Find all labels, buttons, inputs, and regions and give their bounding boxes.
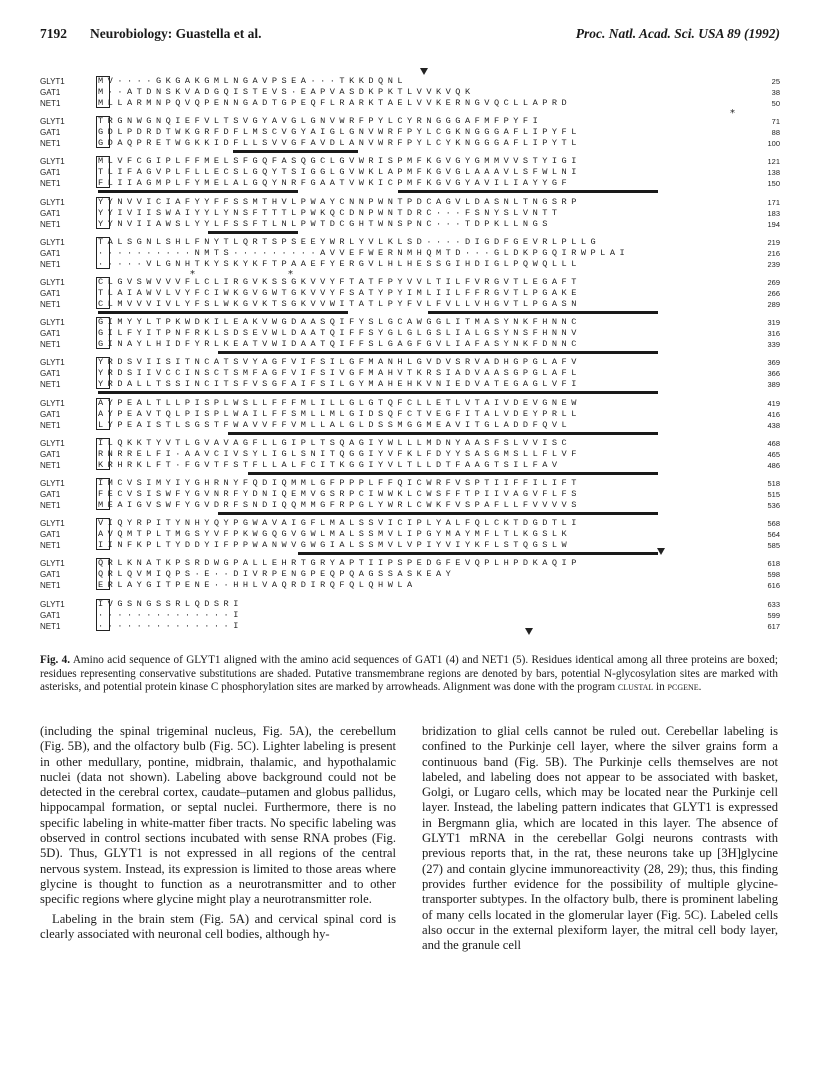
journal-citation: Proc. Natl. Acad. Sci. USA 89 (1992) — [575, 26, 780, 41]
protein-name: NET1 — [40, 380, 61, 390]
page-header — [40, 26, 780, 44]
alignment-row — [40, 500, 780, 511]
sequence-residues: LYPEAISTLSGSTFWAVVFFVMLLALGLDSSMGGMEAVITGLADDFQVL — [98, 419, 572, 430]
sequence-residues: ··········NMTS·········AVVEFWERNMHQMTD···GLDKPGQIRWPLAI — [98, 247, 630, 258]
alignment-row — [40, 299, 780, 310]
protein-name: GAT1 — [40, 168, 61, 178]
alignment-block — [40, 438, 780, 478]
residue-position: 518 — [767, 479, 780, 488]
identity-box — [96, 398, 110, 430]
protein-name: GLYT1 — [40, 519, 65, 529]
transmembrane-bar — [248, 472, 658, 475]
caption-package-name: pcgene — [667, 681, 699, 694]
transmembrane-bar — [98, 391, 658, 394]
alignment-row — [40, 489, 780, 500]
sequence-residues: AYPEAVTQLPISPLWAILFFSMLLMLGIDSQFCTVEGFITALVDEYPRLL — [98, 408, 581, 419]
alignment-row — [40, 339, 780, 350]
residue-position: 316 — [767, 329, 780, 339]
protein-name: NET1 — [40, 501, 61, 510]
identity-box — [96, 156, 110, 188]
sequence-residues: TALSGNLSHLFNYTLQRTSPSEEYWRLYVLKLSD····DIGDFGEVRLPLLG — [98, 236, 601, 247]
alignment-row — [40, 438, 780, 449]
identity-box — [96, 558, 110, 590]
sequence-residues: GINAYLHIDFYRLKEATVWIDAATQIFFSLGAGFGVLIAFASYNKFDNNC — [98, 339, 581, 350]
protein-name: GAT1 — [40, 208, 61, 218]
sequence-residues: TLIFAGVPLFLLECSLGQYTSIGGLGVWKLAPMFKGVGLAAAVLSFWLNI — [98, 167, 581, 178]
running-title: Neurobiology: Guastella et al. — [90, 26, 262, 41]
protein-name: GLYT1 — [40, 559, 65, 569]
sequence-residues: FECVSISWFYGVNRFYDNIQEMVGSRPCIWWKLCWSFFTPIIVAGVFLFS — [98, 489, 581, 499]
residue-position: 38 — [771, 88, 780, 97]
protein-name: GLYT1 — [40, 438, 65, 448]
caption-program-name: clustal — [617, 681, 654, 694]
protein-name: NET1 — [40, 300, 61, 309]
identity-box — [96, 277, 110, 309]
sequence-residues: ILQKKTYVTLGVAVAGFLLGIPLTSQAGIYWLLLMDNYAASFSLVVISC — [98, 437, 572, 448]
alignment-row — [40, 197, 780, 208]
protein-name: GLYT1 — [40, 157, 65, 167]
residue-position: 465 — [767, 449, 780, 459]
alignment-row — [40, 138, 780, 149]
sequence-residues: ··············I — [98, 620, 243, 631]
residue-position: 183 — [767, 208, 780, 218]
residue-position: 171 — [767, 197, 780, 207]
alignment-block — [40, 277, 780, 317]
residue-position: 25 — [771, 77, 780, 86]
pkc-site-arrowhead — [420, 68, 428, 75]
alignment-row — [40, 599, 780, 610]
sequence-residues: FLIIAGMPLFYMELALGQYNRFGAATVWKICPMFKGVGYAVILIAYYGF — [98, 178, 572, 189]
protein-name: NET1 — [40, 541, 61, 551]
alignment-row — [40, 398, 780, 409]
sequence-residues: MLVFCGIPLFFMELSFGQFASQGCLGVWRISPMFKGVGYGMMVVSTYIGI — [98, 156, 581, 167]
residue-position: 339 — [767, 340, 780, 350]
figure-caption — [40, 654, 778, 695]
sequence-residues: RNRRELFI·AAVCIVSYLIGLSNITQGGIYVFKLFDYYSASGMSLLFLVF — [98, 448, 581, 459]
transmembrane-bar — [298, 552, 658, 555]
sequence-alignment-figure — [40, 76, 780, 636]
residue-position: 599 — [767, 610, 780, 620]
sequence-residues: TLAIAWVLVYFCIWKGVGWTGKVVYFSATYPYIMLIILFFRGVTLPGAKE — [98, 288, 581, 298]
protein-name: NET1 — [40, 420, 61, 430]
protein-name: NET1 — [40, 219, 61, 229]
alignment-block — [40, 398, 780, 438]
transmembrane-bar — [218, 351, 658, 354]
body-column-left — [40, 724, 396, 946]
alignment-row — [40, 178, 780, 189]
residue-position: 389 — [767, 380, 780, 390]
identity-box — [96, 599, 110, 631]
alignment-block — [40, 357, 780, 397]
alignment-block — [40, 197, 780, 237]
alignment-block — [40, 317, 780, 357]
protein-name: GLYT1 — [40, 318, 65, 328]
transmembrane-bar — [228, 432, 658, 435]
sequence-residues: IMCVSIMYIYGHRNYFQDIQMMLGFPPPLFFQICWRFVSPTIIFFILIFT — [98, 478, 581, 488]
residue-position: 366 — [767, 369, 780, 379]
sequence-residues: YRDSIIVCCINSCTSMFAGFVIFSIVGFMAHVTKRSIADVAASGPGLAFL — [98, 368, 581, 379]
page-number: 7192 — [40, 26, 67, 41]
sequence-residues: ·····VLGNHTKYSKYKFTPAAEFYERGVLHLHESSGIHDIGLPQWQLLL — [98, 258, 581, 269]
protein-name: NET1 — [40, 259, 61, 269]
residue-position: 419 — [767, 398, 780, 408]
identity-box — [96, 438, 110, 470]
residue-position: 468 — [767, 438, 780, 448]
alignment-row — [40, 420, 780, 431]
sequence-residues: M··ATDNSKVADGQISTEVS·EAPVASDKPKTLVVKVQK — [98, 87, 475, 97]
protein-name: GAT1 — [40, 248, 61, 258]
identity-box — [96, 116, 110, 148]
alignment-row — [40, 449, 780, 460]
caption-in-word: in — [656, 681, 665, 694]
protein-name: GAT1 — [40, 329, 61, 339]
residue-position: 438 — [767, 420, 780, 430]
protein-name: GLYT1 — [40, 479, 65, 488]
sequence-residues: ··············I — [98, 609, 243, 620]
identity-box — [96, 478, 110, 510]
protein-name: GLYT1 — [40, 117, 65, 127]
residue-position: 618 — [767, 559, 780, 569]
residue-position: 319 — [767, 318, 780, 328]
identity-box — [96, 237, 110, 269]
caption-text: Amino acid sequence of GLYT1 aligned with the amino acid sequences of GAT1 (4) and NET1 (5). Residues identical among all three proteins are boxed; residues representing conservative substitutions are shaded. Putative transmembrane regions are denoted by bars, potential N-glycosylation sites are marked with asterisks, and potential protein kinase C phosphorylation sites are marked by arrowheads. Alignment was done with the program — [40, 654, 778, 694]
sequence-residues: QRLKNATKPSRDWGPALLEHRTGRYAPTIIPSPEDGFEVQPLHPDKAQIP — [98, 558, 581, 569]
residue-position: 416 — [767, 409, 780, 419]
alignment-row — [40, 167, 780, 178]
protein-name: NET1 — [40, 581, 61, 591]
protein-name: GAT1 — [40, 409, 61, 419]
glycosylation-asterisk: * — [730, 108, 735, 119]
residue-position: 239 — [767, 259, 780, 269]
protein-name: GAT1 — [40, 369, 61, 379]
alignment-row — [40, 621, 780, 632]
alignment-row — [40, 540, 780, 551]
alignment-row — [40, 76, 780, 87]
alignment-row — [40, 357, 780, 368]
caption-end: . — [698, 681, 702, 694]
sequence-residues: MLLARMNPQVQPENNGADTGPEQFLRARKTAELVVKERNGVQCLLAPRD — [98, 98, 572, 108]
sequence-residues: MEAIGVSWFYGVDRFSNDIQQMMGFRPGLYWRLCWKFVSPAFLLFVVVVS — [98, 500, 581, 510]
residue-position: 617 — [767, 621, 780, 631]
protein-name: GAT1 — [40, 88, 61, 97]
sequence-residues: IVGSNGSSRLQDSRI — [98, 598, 243, 609]
protein-name: GLYT1 — [40, 599, 65, 609]
body-column-right — [422, 724, 778, 957]
transmembrane-bar — [208, 231, 298, 234]
residue-position: 194 — [767, 219, 780, 229]
alignment-block — [40, 599, 780, 639]
transmembrane-bar — [398, 190, 658, 193]
sequence-residues: GDLPDRDTWKGRFDFLMSCVGYAIGLGNVWRFPYLCGKNGGGAFLIPYFL — [98, 127, 581, 138]
sequence-residues: TRGNWGNQIEFVLTSVGYAVGLGNVWRFPYLCYRNGGGAFMFPYFI — [98, 116, 543, 127]
alignment-row — [40, 558, 780, 569]
alignment-row — [40, 208, 780, 219]
residue-position: 50 — [771, 99, 780, 108]
paragraph: (including the spinal trigeminal nucleus, Fig. 5A), the cerebellum (Fig. 5B), and the olfactory bulb (Fig. 5C). Lighter labeling is present in other medullary, pontine, midbrain, thalamic, and hypothalamic nuclei (data not shown). Labeling above background could not be detected in the cerebral cortex, caudate–putamen and globus pallidus, hippocampal formation, or septal nuclei. Furthermore, there is no specific labeling in white-matter fiber tracts. No specific labeling was observed in control sections incubated with sense RNA probes (Fig. 5D). Thus, GLYT1 is not expressed in all regions of the central nervous system. Instead, its expression is limited to those areas where glycine is thought to function as a neurotransmitter and to other specific regions where glycine might play a neurotransmitter role. — [40, 724, 396, 907]
residue-position: 71 — [771, 117, 780, 127]
residue-position: 100 — [767, 139, 780, 149]
alignment-row — [40, 460, 780, 471]
residue-position: 616 — [767, 581, 780, 591]
transmembrane-bar — [233, 150, 358, 153]
residue-position: 289 — [767, 300, 780, 309]
sequence-residues: YRDSVIISITNCATSVYAGFVIFSILGFMANHLGVDVSRVADHGPGLAFV — [98, 357, 581, 368]
alignment-block — [40, 518, 780, 558]
sequence-residues: YYIVIISWAIYYLYNSFTTTLPWKQCDNPWNTDRC···FSNYSLVNTT — [98, 207, 562, 218]
residue-position: 486 — [767, 460, 780, 470]
residue-position: 138 — [767, 168, 780, 178]
residue-position: 515 — [767, 490, 780, 499]
residue-position: 88 — [771, 128, 780, 138]
alignment-row — [40, 237, 780, 248]
residue-position: 121 — [767, 157, 780, 167]
alignment-block — [40, 116, 780, 156]
residue-position: 564 — [767, 530, 780, 540]
protein-name: NET1 — [40, 340, 61, 350]
alignment-row — [40, 259, 780, 270]
protein-name: GAT1 — [40, 289, 61, 298]
residue-position: 568 — [767, 519, 780, 529]
protein-name: GLYT1 — [40, 398, 65, 408]
residue-position: 269 — [767, 278, 780, 287]
alignment-row — [40, 478, 780, 489]
sequence-residues: GIMYYLTPKWDKILEAKVWGDAASQIFYSLGCAWGGLITMASYNKFHNNC — [98, 317, 581, 328]
protein-name: GLYT1 — [40, 278, 65, 287]
alignment-row — [40, 317, 780, 328]
protein-name: GAT1 — [40, 128, 61, 138]
identity-box — [96, 197, 110, 229]
alignment-row — [40, 379, 780, 390]
sequence-residues: GILFYITPNFRKLSDSEVWLDAATQIFFSYGLGLGSLIALGSYNSFHNNV — [98, 328, 581, 339]
alignment-row — [40, 409, 780, 420]
identity-box — [96, 518, 110, 550]
transmembrane-bar — [98, 190, 298, 193]
pkc-site-arrowhead — [525, 628, 533, 635]
protein-name: GLYT1 — [40, 358, 65, 368]
alignment-row — [40, 98, 780, 109]
alignment-block — [40, 478, 780, 518]
protein-name: NET1 — [40, 460, 61, 470]
transmembrane-bar — [428, 311, 658, 314]
transmembrane-bar — [218, 512, 658, 515]
sequence-residues: AYPEALTLLPISPLWSLLFFFMLILLGLGTQFCLLETLVTAIVDEVGNEW — [98, 397, 581, 408]
alignment-row — [40, 610, 780, 621]
protein-name: GLYT1 — [40, 197, 65, 207]
alignment-row — [40, 116, 780, 127]
residue-position: 150 — [767, 179, 780, 189]
alignment-row — [40, 518, 780, 529]
sequence-residues: CLGVSWVVVFLCLIRGVKSSGKVVYFTATFPYVVLTILFVRGVTLEGAFT — [98, 277, 581, 287]
alignment-row — [40, 368, 780, 379]
protein-name: GAT1 — [40, 490, 61, 499]
transmembrane-bar — [98, 311, 348, 314]
residue-position: 219 — [767, 237, 780, 247]
protein-name: NET1 — [40, 99, 61, 108]
residue-position: 633 — [767, 599, 780, 609]
alignment-row — [40, 248, 780, 259]
sequence-residues: AVQMTPLTMGSYVFPKWGQGVGWLMALSSMVLIPGYMAYMFLTLKGSLK — [98, 529, 572, 540]
alignment-row — [40, 277, 780, 288]
sequence-residues: CLMVVVIVLYFSLWKGVKTSGKVVWITATLPYFVLFVLLVHGVTLPGASN — [98, 299, 581, 309]
protein-name: GAT1 — [40, 570, 61, 580]
protein-name: NET1 — [40, 621, 61, 631]
sequence-residues: ERLAYGITPENE··HHLVAQRDIRQFQLQHWLA — [98, 580, 417, 591]
pkc-site-arrowhead — [657, 548, 665, 555]
sequence-residues: YYNVVICIAFYYFFSSMTHVLPWAYCNNPWNTPDCAGVLDASNLTNGSRP — [98, 196, 581, 207]
alignment-block — [40, 558, 780, 598]
caption-label: Fig. 4. — [40, 654, 71, 666]
protein-name: NET1 — [40, 139, 61, 149]
residue-position: 369 — [767, 358, 780, 368]
alignment-block — [40, 156, 780, 196]
sequence-residues: MV····GKGAKGMLNGAVPSEA···TKKDQNL — [98, 76, 408, 86]
sequence-residues: QRLQVMIQPS·E··DIVRPENGPEQPQAGSSASKEAY — [98, 569, 456, 580]
sequence-residues: IINFKPLTYDDYIFPPWANWVGWGIALSSMVLVPIYVIYKFLSTQGSLW — [98, 540, 572, 551]
alignment-row — [40, 127, 780, 138]
alignment-block — [40, 237, 780, 277]
identity-box — [96, 76, 110, 108]
paragraph: bridization to glial cells cannot be ruled out. Cerebellar labeling is confined to the Purkinje cell layer, where the silver grains form a continuous band (Fig. 5B). The Purkinje cells themselves are not labeled, and labeling does not appear to be associated with basket, Golgi, or Lugaro cells, which may be located near the Purkinje cell layer. Instead, the labeling pattern indicates that GLYT1 is expressed in Bergmann glia, which are located in this layer. The absence of GLYT1 mRNA in the cerebellar Golgi neurons contrasts with previous reports that, in the rat, these neurons take up [3H]glycine (27) and contain glycine immunoreactivity (28, 29); thus, this finding provides further evidence for the possibility of multiple glycine-transporter subtypes. In the olfactory bulb, there is prominent labeling of many cells located in the glomerular layer (Fig. 5C). Labeled cells also occur in the external plexiform layer, the mitral cell body layer, and the granule cell — [422, 724, 778, 953]
glycosylation-asterisk: * — [190, 269, 195, 280]
alignment-row — [40, 328, 780, 339]
alignment-row — [40, 87, 780, 98]
body-text — [40, 724, 778, 1064]
protein-name: GAT1 — [40, 610, 61, 620]
sequence-residues: YRDALLTSSINCITSFVSGFAIFSILGYMAHEHKVNIEDVATEGAGLVFI — [98, 379, 581, 390]
residue-position: 585 — [767, 541, 780, 551]
residue-position: 216 — [767, 248, 780, 258]
alignment-row — [40, 569, 780, 580]
sequence-residues: YYNVIIAWSLYYLFSSFTLNLPWTDCGHTWNSPNC···TDPKLLNGS — [98, 218, 552, 229]
alignment-row — [40, 529, 780, 540]
sequence-residues: KRHRKLFT·FGVTFSTFLLALFCITKGGIYVLTLLDTFAAGTSILFAV — [98, 459, 562, 470]
protein-name: NET1 — [40, 179, 61, 189]
residue-position: 266 — [767, 289, 780, 298]
residue-position: 598 — [767, 570, 780, 580]
identity-box — [96, 357, 110, 389]
alignment-row — [40, 156, 780, 167]
alignment-row — [40, 288, 780, 299]
glycosylation-asterisk: * — [288, 269, 293, 280]
sequence-residues: GDAQPRETWGKKIDFLLSVVGFAVDLANVWRFPYLCYKNGGGAFLIPYTL — [98, 138, 581, 149]
alignment-row — [40, 580, 780, 591]
alignment-block — [40, 76, 780, 116]
identity-box — [96, 317, 110, 349]
residue-position: 536 — [767, 501, 780, 510]
protein-name: GAT1 — [40, 449, 61, 459]
paragraph: Labeling in the brain stem (Fig. 5A) and cervical spinal cord is clearly associated with neuronal cell bodies, although hy- — [40, 911, 396, 941]
protein-name: GLYT1 — [40, 77, 65, 86]
sequence-residues: VIQYRPITYNHYQYPGWAVAIGFLMALSSVICIPLYALFQLCKTDGDTLI — [98, 518, 581, 529]
protein-name: GLYT1 — [40, 237, 65, 247]
alignment-row — [40, 219, 780, 230]
protein-name: GAT1 — [40, 530, 61, 540]
